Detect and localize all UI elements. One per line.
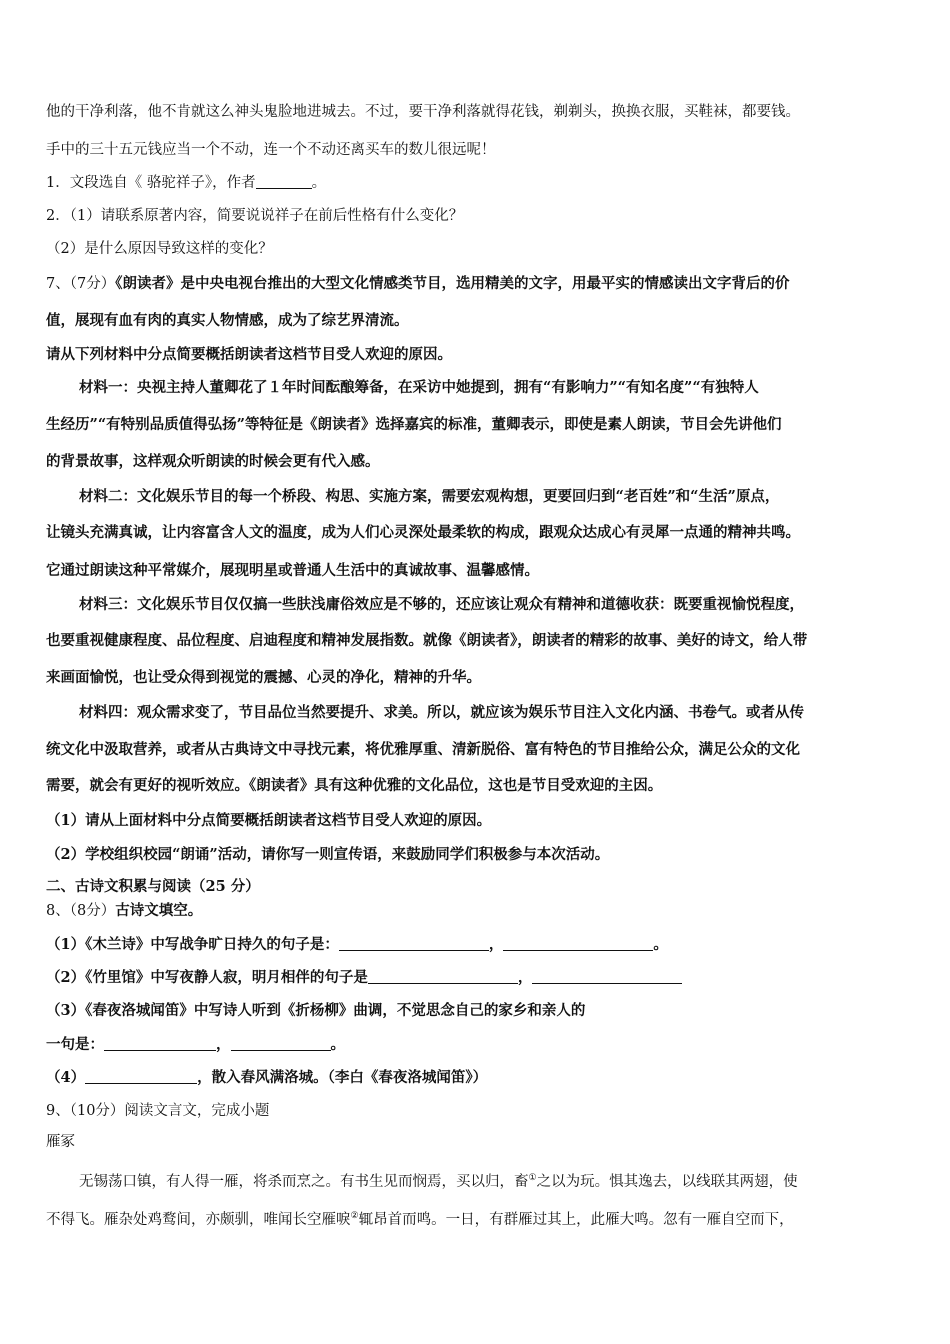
answer-blank[interactable] (368, 968, 518, 984)
question-8-item-1 (46, 934, 668, 956)
passage-title: 雁冢 (46, 1134, 75, 1150)
classical-passage-line-1 (79, 1167, 798, 1193)
question-7-intro-line-2: 值，展现有血有肉的真实人物情感，成为了综艺界清流。 (46, 312, 409, 329)
passage-line-2: 手中的三十五元钱应当一个不动，连一个不动还离买车的数儿很远呢！ (46, 142, 496, 158)
question-7-instruction: 请从下列材料中分点简要概括朗读者这档节目受人欢迎的原因。 (46, 346, 452, 363)
answer-blank[interactable] (231, 1035, 331, 1051)
question-1-text: 1．文段选自《 骆驼祥子》，作者 (46, 175, 256, 191)
material-1-line-2: 生经历”“有特别品质值得弘扬”等特征是《朗读者》选择嘉宾的标准，董卿表示，即使是素人朗读，节目会先讲他们 (46, 416, 782, 433)
footnote-marker: ① (528, 1173, 537, 1183)
material-3-line-3: 来画面愉悦，也让受众得到视觉的震撼、心灵的净化，精神的升华。 (46, 669, 481, 686)
classical-text: 不得飞。雁杂处鸡鹜间，亦颇驯，唯闻长空雁唳 (46, 1212, 351, 1228)
question-8-title: 古诗文填空。 (115, 902, 203, 919)
question-7-number: 7、（7分） (46, 276, 116, 292)
question-8-item-1-text: （1）《木兰诗》中写战争旷日持久的句子是： (46, 936, 339, 953)
question-8-item-2 (46, 967, 682, 989)
question-2-part-1: 2．（1）请联系原著内容，简要说说祥子在前后性格有什么变化？ (46, 208, 464, 224)
material-2-line-3: 它通过朗读这种平常媒介，展现明星或普通人生活中的真诚故事、温馨感情。 (46, 562, 539, 579)
question-7-sub-1: （1）请从上面材料中分点简要概括朗读者这档节目受人欢迎的原因。 (46, 812, 492, 829)
period: 。 (330, 1036, 345, 1053)
material-2-line-2: 让镜头充满真诚，让内容富含人文的温度，成为人们心灵深处最柔软的构成，跟观众达成心有灵犀一点通的精神共鸣。 (46, 524, 800, 541)
material-2-line-1: 材料二：文化娱乐节目的每一个桥段、构思、实施方案，需要宏观构想，更要回归到“老百姓”和“生活”原点， (79, 488, 780, 505)
question-8-item-3-continued (46, 1034, 345, 1056)
material-3-line-2: 也要重视健康程度、品位程度、启迪程度和精神发展指数。就像《朗读者》，朗读者的精彩的故事、美好的诗文，给人带 (46, 632, 808, 649)
question-8-item-3-text: 一句是： (46, 1036, 104, 1053)
question-8-item-4-text: ，散入春风满洛城。（李白《春夜洛城闻笛》） (197, 1069, 488, 1086)
question-8-item-4 (46, 1067, 487, 1089)
passage-line-1: 他的干净利落，他不肯就这么神头鬼脸地进城去。不过，要干净利落就得花钱，剃剃头，换换衣服，买鞋袜，都要钱。 (46, 104, 800, 120)
separator-comma: ， (517, 969, 533, 986)
classical-text: 无锡荡口镇，有人得一雁，将杀而烹之。有书生见而悯焉，买以归，畜 (79, 1174, 529, 1190)
classical-text: 辄昂首而鸣。一日，有群雁过其上，此雁大鸣。忽有一雁自空而下， (358, 1212, 794, 1228)
separator-comma: ， (488, 936, 504, 953)
question-7-intro-line-1 (46, 273, 789, 295)
question-7-text: 《朗读者》是中央电视台推出的大型文化情感类节目，选用精美的文字，用最平实的情感读出文字背后的价 (115, 275, 790, 292)
question-2-part-2: （2）是什么原因导致这样的变化？ (46, 241, 273, 257)
answer-blank[interactable] (532, 968, 682, 984)
material-1-line-1: 材料一：央视主持人董卿花了１年时间酝酿筹备，在采访中她提到，拥有“有影响力”“有知名度”“有独特人 (79, 379, 759, 396)
period: 。 (653, 936, 668, 953)
answer-blank[interactable] (85, 1068, 197, 1084)
question-8-item-3: （3）《春夜洛城闻笛》中写诗人听到《折杨柳》曲调，不觉思念自己的家乡和亲人的 (46, 1002, 586, 1019)
question-8-item-2-text: （2）《竹里馆》中写夜静人寂，明月相伴的句子是 (46, 969, 368, 986)
question-8-heading (46, 900, 202, 922)
answer-blank[interactable] (104, 1035, 216, 1051)
question-1-end: 。 (311, 175, 327, 191)
material-4-line-1: 材料四：观众需求变了，节目品位当然要提升、求美。所以，就应该为娱乐节目注入文化内涵、书卷气。或者从传 (79, 704, 804, 721)
separator-comma: ， (216, 1036, 231, 1053)
material-4-line-3: 需要，就会有更好的视听效应。《朗读者》具有这种优雅的文化品位，这也是节目受欢迎的主因。 (46, 777, 663, 794)
material-1-line-3: 的背景故事，这样观众听朗读的时候会更有代入感。 (46, 453, 380, 470)
footnote-marker: ② (350, 1211, 359, 1221)
answer-blank[interactable] (339, 935, 489, 951)
question-9-heading: 9、（10分）阅读文言文，完成小题 (46, 1103, 270, 1119)
material-3-line-1: 材料三：文化娱乐节目仅仅搞一些肤浅庸俗效应是不够的，还应该让观众有精神和道德收获：既要重视愉悦程度， (79, 596, 804, 613)
classical-passage-line-2 (46, 1205, 794, 1231)
material-4-line-2: 统文化中汲取营养，或者从古典诗文中寻找元素，将优雅厚重、清新脱俗、富有特色的节目推给公众，满足公众的文化 (46, 741, 800, 758)
answer-blank[interactable] (256, 173, 312, 189)
question-7-sub-2: （2）学校组织校园“朗诵”活动，请你写一则宣传语，来鼓励同学们积极参与本次活动。 (46, 846, 610, 863)
answer-blank[interactable] (503, 935, 653, 951)
question-1 (46, 172, 326, 194)
question-8-item-4-label: （4） (46, 1069, 86, 1086)
classical-text: 之以为玩。惧其逸去，以线联其两翅，使 (536, 1174, 798, 1190)
section-2-heading: 二、古诗文积累与阅读（25 分） (46, 878, 260, 895)
question-8-number: 8、（8分） (46, 903, 116, 919)
